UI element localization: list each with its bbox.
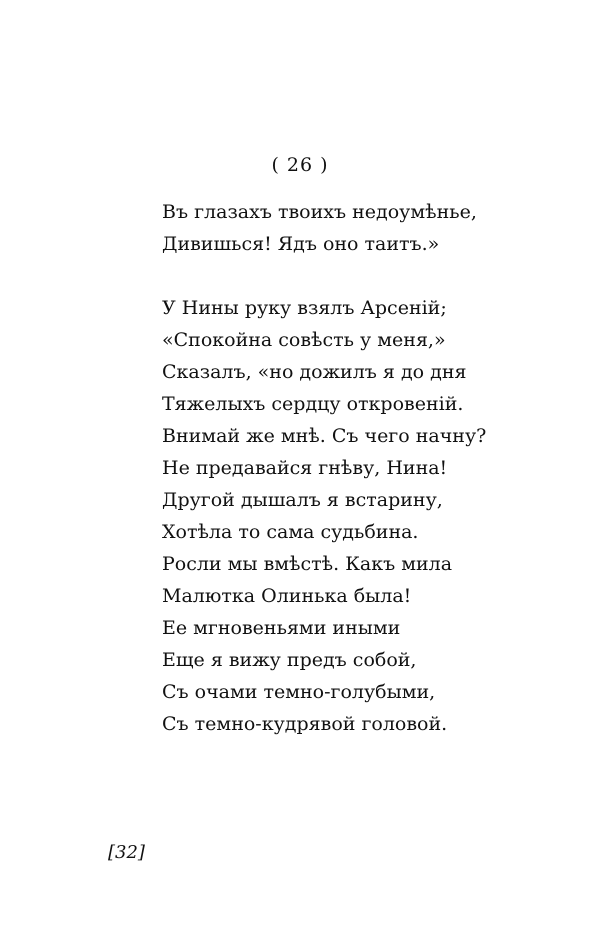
verse-line: У Нины руку взялъ Арсеній;: [162, 297, 447, 319]
verse-line: Другой дышалъ я встарину,: [162, 489, 443, 511]
verse-line: «Спокойна совѣсть у меня,»: [162, 329, 446, 351]
verse-line: Съ очами темно-голубыми,: [162, 681, 436, 703]
verse-line: Малютка Олинька была!: [162, 585, 412, 607]
source-page-marker: [32]: [108, 842, 145, 863]
verse-line: Еще я вижу предъ собой,: [162, 649, 417, 671]
stanza: [162, 196, 477, 260]
verse-line: Дивишься! Ядъ оно таитъ.»: [162, 233, 440, 255]
verse-line: Въ глазахъ твоихъ недоумѣнье,: [162, 201, 477, 223]
page-number: ( 26 ): [271, 154, 329, 176]
verse-line: Росли мы вмѣстѣ. Какъ мила: [162, 553, 453, 575]
verse-line: Хотѣла то сама судьбина.: [162, 521, 419, 543]
verse-line: Сказалъ, «но дожилъ я до дня: [162, 361, 467, 383]
verse-line: Ее мгновеньями иными: [162, 617, 401, 639]
verse-line: Внимай же мнѣ. Съ чего начну?: [162, 425, 487, 447]
stanza: [162, 292, 486, 740]
verse-line: Тяжелыхъ сердцу откровеній.: [162, 393, 464, 415]
verse-line: Съ темно-кудрявой головой.: [162, 713, 448, 735]
verse-line: Не предавайся гнѣву, Нина!: [162, 457, 448, 479]
